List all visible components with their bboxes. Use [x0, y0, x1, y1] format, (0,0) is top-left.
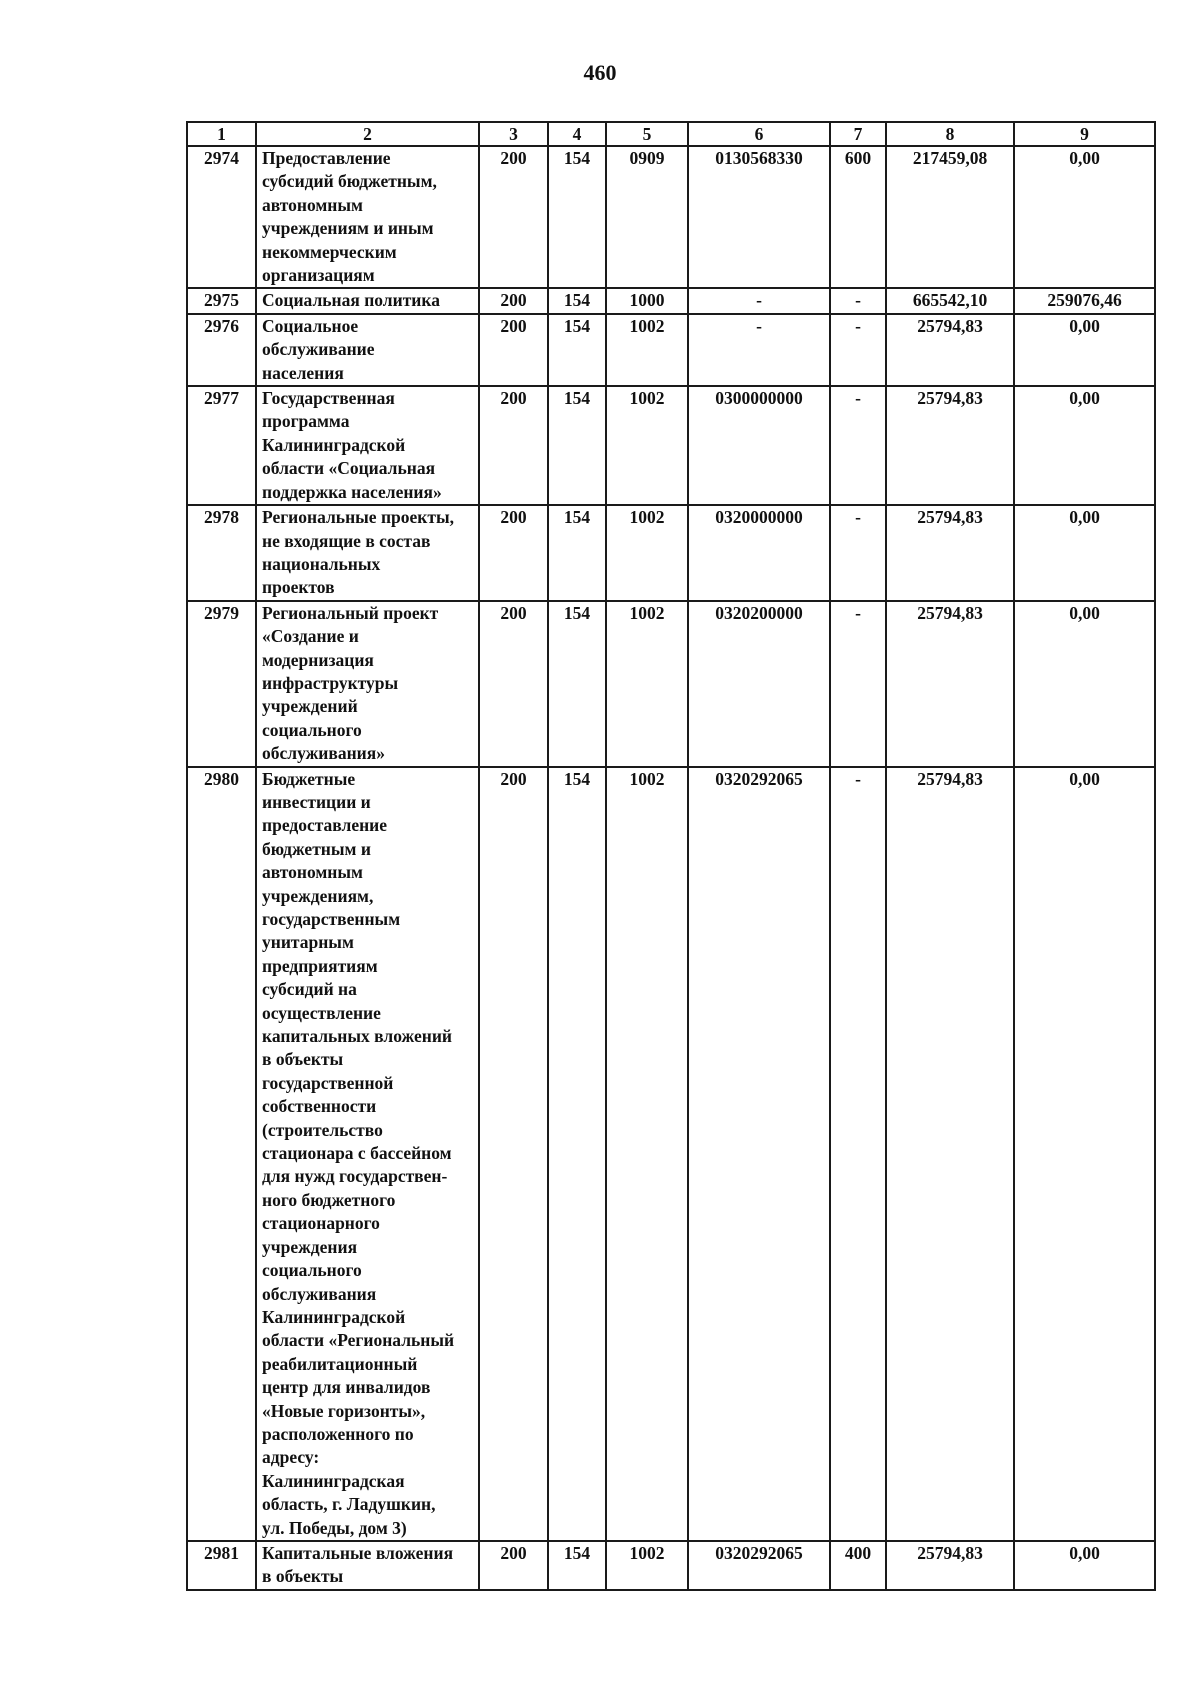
- table-row: [187, 601, 1155, 767]
- column-header: 9: [1014, 122, 1155, 146]
- row-name-line: субсидий бюджетным,: [262, 171, 437, 192]
- code-cell-7: -: [830, 767, 886, 1541]
- code-cell-6: 0320292065: [688, 1541, 830, 1590]
- row-name-line: Предоставление: [262, 148, 391, 168]
- row-name-line: учреждения: [262, 1236, 358, 1257]
- row-name-line: обслуживания»: [262, 743, 385, 764]
- column-header: 6: [688, 122, 830, 146]
- row-name-line: инвестиции и: [262, 791, 371, 812]
- code-cell-3: 200: [479, 767, 548, 1541]
- row-name-cell: [256, 314, 479, 386]
- row-number-cell: 2981: [187, 1541, 256, 1590]
- budget-table: [186, 121, 1156, 1591]
- table-row: [187, 1541, 1155, 1590]
- code-cell-6: -: [688, 288, 830, 313]
- code-cell-6: 0130568330: [688, 146, 830, 288]
- table-row: [187, 767, 1155, 1541]
- code-cell-5: 1002: [606, 601, 688, 767]
- row-name-line: стационара с бассейном: [262, 1143, 452, 1164]
- column-header: 4: [548, 122, 606, 146]
- row-number-cell: 2980: [187, 767, 256, 1541]
- column-header: 7: [830, 122, 886, 146]
- row-name-line: государственной: [262, 1072, 394, 1093]
- row-name-line: Калининградской: [262, 434, 406, 455]
- row-name-line: модернизация: [262, 649, 374, 670]
- code-cell-6: 0320000000: [688, 505, 830, 601]
- row-name-cell: [256, 1541, 479, 1590]
- code-cell-5: 1002: [606, 314, 688, 386]
- row-name-line: Региональные проекты,: [262, 507, 455, 528]
- table-row: [187, 146, 1155, 288]
- row-name-line: адресу:: [262, 1447, 320, 1468]
- row-name-line: для нужд государствен-: [262, 1166, 448, 1187]
- table-row: [187, 386, 1155, 505]
- amount-cell-9: 0,00: [1014, 767, 1155, 1541]
- code-cell-3: 200: [479, 288, 548, 313]
- code-cell-3: 200: [479, 146, 548, 288]
- row-name-line: организациям: [262, 265, 375, 286]
- code-cell-7: 400: [830, 1541, 886, 1590]
- amount-cell-8: 25794,83: [886, 601, 1014, 767]
- row-name-line: субсидий на: [262, 979, 357, 1000]
- code-cell-4: 154: [548, 767, 606, 1541]
- row-number-cell: 2974: [187, 146, 256, 288]
- amount-cell-8: 25794,83: [886, 505, 1014, 601]
- row-name-line: ного бюджетного: [262, 1189, 396, 1210]
- row-name-line: «Новые горизонты»,: [262, 1400, 426, 1421]
- row-name-line: унитарным: [262, 932, 354, 953]
- column-header: 3: [479, 122, 548, 146]
- row-number-cell: 2976: [187, 314, 256, 386]
- code-cell-4: 154: [548, 1541, 606, 1590]
- row-name-line: бюджетным и: [262, 838, 371, 859]
- code-cell-7: -: [830, 505, 886, 601]
- code-cell-3: 200: [479, 314, 548, 386]
- row-name-line: национальных: [262, 553, 381, 574]
- code-cell-7: -: [830, 601, 886, 767]
- column-header: 2: [256, 122, 479, 146]
- row-name-line: реабилитационный: [262, 1353, 418, 1374]
- table-row: [187, 314, 1155, 386]
- row-name-line: Калининградская: [262, 1470, 405, 1491]
- row-name-line: программа: [262, 411, 350, 432]
- row-name-line: некоммерческим: [262, 241, 397, 262]
- column-header: 5: [606, 122, 688, 146]
- code-cell-4: 154: [548, 505, 606, 601]
- code-cell-6: -: [688, 314, 830, 386]
- row-name-line: населения: [262, 362, 344, 383]
- amount-cell-9: 0,00: [1014, 386, 1155, 505]
- code-cell-5: 1000: [606, 288, 688, 313]
- amount-cell-9: 259076,46: [1014, 288, 1155, 313]
- row-name-line: поддержка населения»: [262, 481, 442, 502]
- row-name-line: в объекты: [262, 1566, 344, 1587]
- row-name-line: области «Социальная: [262, 458, 436, 479]
- code-cell-5: 1002: [606, 505, 688, 601]
- code-cell-3: 200: [479, 601, 548, 767]
- row-name-cell: [256, 767, 479, 1541]
- page-number: 460: [583, 60, 617, 85]
- row-name-line: Капитальные вложения: [262, 1542, 454, 1563]
- row-name-line: Бюджетные: [262, 768, 356, 789]
- code-cell-3: 200: [479, 505, 548, 601]
- row-number-cell: 2977: [187, 386, 256, 505]
- row-name-line: стационарного: [262, 1213, 380, 1234]
- row-name-line: Калининградской: [262, 1306, 406, 1327]
- row-number-cell: 2975: [187, 288, 256, 313]
- code-cell-7: 600: [830, 146, 886, 288]
- row-name-line: расположенного по: [262, 1423, 414, 1444]
- amount-cell-8: 665542,10: [886, 288, 1014, 313]
- row-name-line: области «Региональный: [262, 1330, 455, 1351]
- amount-cell-8: 25794,83: [886, 1541, 1014, 1590]
- code-cell-4: 154: [548, 386, 606, 505]
- table-row: [187, 505, 1155, 601]
- row-name-line: государственным: [262, 909, 401, 929]
- amount-cell-9: 0,00: [1014, 505, 1155, 601]
- row-number-cell: 2979: [187, 601, 256, 767]
- code-cell-7: -: [830, 288, 886, 313]
- amount-cell-9: 0,00: [1014, 314, 1155, 386]
- table-row: [187, 288, 1155, 313]
- row-name-line: Региональный проект: [262, 602, 439, 623]
- code-cell-5: 1002: [606, 767, 688, 1541]
- row-name-line: собственности: [262, 1096, 377, 1117]
- code-cell-3: 200: [479, 1541, 548, 1590]
- amount-cell-8: 25794,83: [886, 767, 1014, 1541]
- row-name-line: автономным: [262, 862, 363, 883]
- row-name-line: учреждений: [262, 696, 358, 717]
- row-name-line: учреждениям и иным: [262, 218, 434, 239]
- code-cell-5: 1002: [606, 386, 688, 505]
- amount-cell-8: 25794,83: [886, 386, 1014, 505]
- code-cell-7: -: [830, 314, 886, 386]
- row-name-line: осуществление: [262, 1002, 381, 1023]
- row-name-line: (строительство: [262, 1119, 383, 1140]
- row-name-cell: [256, 601, 479, 767]
- row-name-line: не входящие в состав: [262, 530, 431, 551]
- amount-cell-8: 217459,08: [886, 146, 1014, 288]
- row-name-line: предоставление: [262, 815, 388, 836]
- code-cell-4: 154: [548, 314, 606, 386]
- amount-cell-9: 0,00: [1014, 1541, 1155, 1590]
- row-name-cell: [256, 146, 479, 288]
- code-cell-6: 0300000000: [688, 386, 830, 505]
- row-name-line: центр для инвалидов: [262, 1377, 431, 1398]
- row-name-line: учреждениям,: [262, 885, 374, 906]
- code-cell-4: 154: [548, 146, 606, 288]
- code-cell-6: 0320200000: [688, 601, 830, 767]
- row-name-line: проектов: [262, 577, 335, 598]
- amount-cell-8: 25794,83: [886, 314, 1014, 386]
- header-row: [187, 122, 1155, 146]
- row-name-line: «Создание и: [262, 626, 359, 647]
- code-cell-3: 200: [479, 386, 548, 505]
- row-name-line: инфраструктуры: [262, 672, 399, 693]
- code-cell-5: 1002: [606, 1541, 688, 1590]
- column-header: 8: [886, 122, 1014, 146]
- row-name-line: обслуживание: [262, 339, 375, 360]
- row-number-cell: 2978: [187, 505, 256, 601]
- row-name-line: в объекты: [262, 1049, 344, 1070]
- code-cell-4: 154: [548, 601, 606, 767]
- row-name-line: социального: [262, 1260, 362, 1281]
- amount-cell-9: 0,00: [1014, 146, 1155, 288]
- column-header: 1: [187, 122, 256, 146]
- row-name-line: обслуживания: [262, 1283, 377, 1304]
- row-name-line: социального: [262, 719, 362, 740]
- table-body: [187, 146, 1155, 1590]
- row-name-line: Государственная: [262, 388, 395, 409]
- row-name-line: предприятиям: [262, 955, 378, 976]
- code-cell-5: 0909: [606, 146, 688, 288]
- row-name-line: капитальных вложений: [262, 1026, 452, 1047]
- code-cell-6: 0320292065: [688, 767, 830, 1541]
- code-cell-4: 154: [548, 288, 606, 313]
- row-name-cell: [256, 288, 479, 313]
- row-name-line: область, г. Ладушкин,: [262, 1494, 436, 1515]
- code-cell-7: -: [830, 386, 886, 505]
- amount-cell-9: 0,00: [1014, 601, 1155, 767]
- row-name-line: Социальное: [262, 315, 359, 336]
- row-name-cell: [256, 505, 479, 601]
- row-name-line: автономным: [262, 194, 363, 215]
- row-name-cell: [256, 386, 479, 505]
- row-name-line: ул. Победы, дом 3): [262, 1517, 407, 1538]
- row-name-line: Социальная политика: [262, 290, 440, 311]
